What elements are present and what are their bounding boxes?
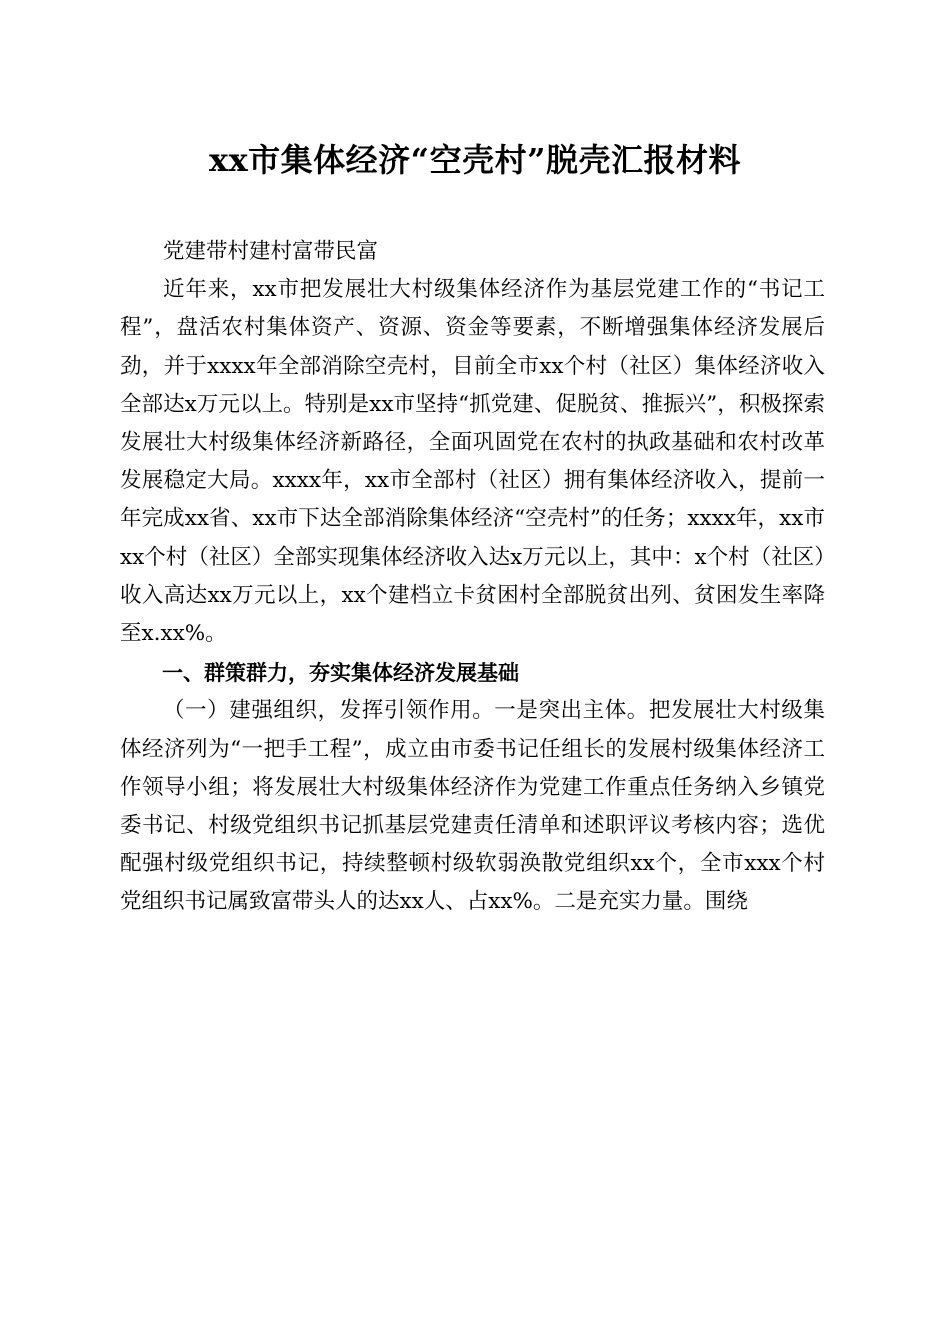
- document-body: [120, 233, 825, 922]
- paragraph-lead: （一）建强组织，发挥引领作用。: [163, 698, 495, 724]
- section-paragraph: [120, 692, 825, 921]
- document-subtitle: 党建带村建村富带民富: [163, 239, 379, 264]
- paragraph-text: 一是突出主体。把发展壮大村级集体经济列为“一把手工程”，成立由市委书记任组长的发展村级集体经济工作领导小组；将发展壮大村级集体经济作为党建工作重点任务纳入乡镇党委书记、村级党组织书记抓基层党建责任清单和述职评议考核内容；选优配强村级党组织书记，持续整顿村级软弱涣散党组织xx个，全市xxx个村党组织书记属致富带头人的达xx人、占xx%。二是充实力量。围绕: [120, 698, 825, 915]
- document-title: xx市集体经济“空壳村”脱壳汇报材料: [209, 141, 741, 179]
- intro-paragraph: 近年来，xx市把发展壮大村级集体经济作为基层党建工作的“书记工程”，盘活农村集体资产、资源、资金等要素，不断增强集体经济发展后劲，并于xxxx年全部消除空壳村，目前全市xx个村（社区）集体经济收入全部达x万元以上。特别是xx市坚持“抓党建、促脱贫、推振兴”，积极探索发展壮大村级集体经济新路径，全面巩固党在农村的执政基础和农村改革发展稳定大局。xxxx年，xx市全部村（社区）拥有集体经济收入，提前一年完成xx省、xx市下达全部消除集体经济“空壳村”的任务；xxxx年，xx市xx个村（社区）全部实现集体经济收入达x万元以上，其中：x个村（社区）收入高达xx万元以上，xx个建档立卡贫困村全部脱贫出列、贫困发生率降至x.xx%。: [120, 277, 825, 647]
- section-heading: 一、群策群力，夯实集体经济发展基础: [162, 661, 519, 686]
